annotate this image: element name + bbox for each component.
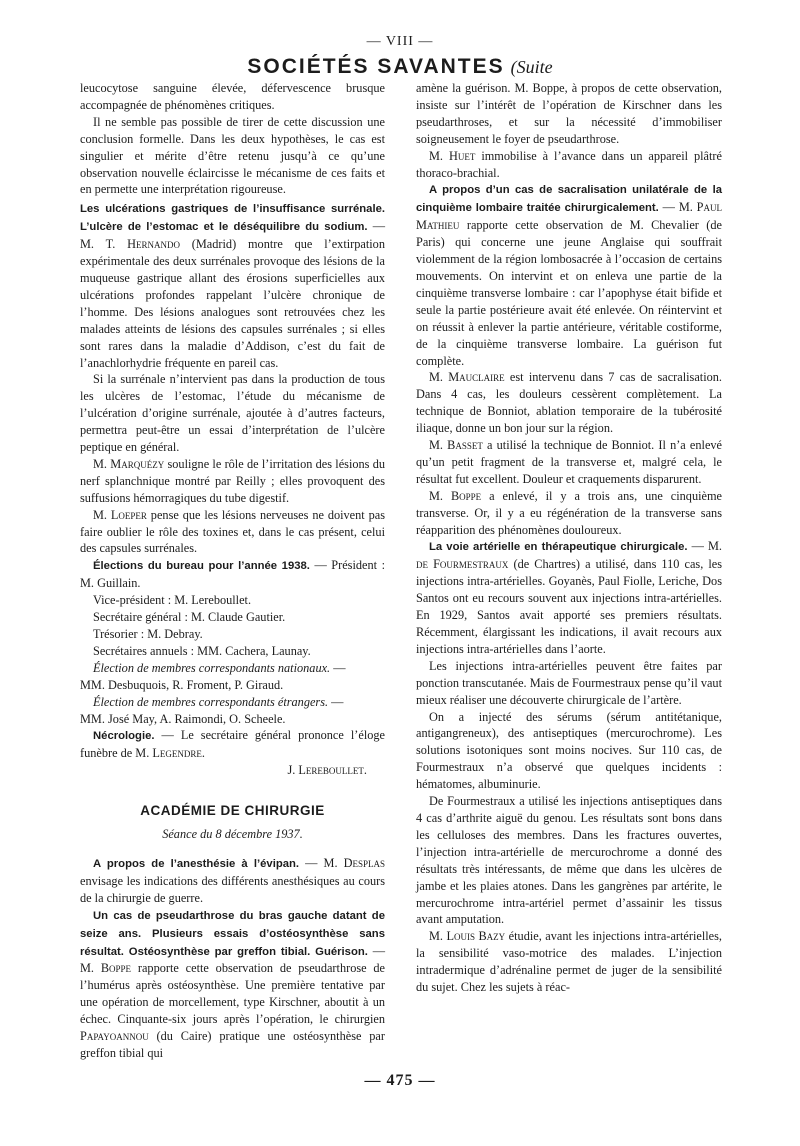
paragraph <box>80 855 385 907</box>
election-heading: Élection de membres correspondants étrangers. <box>93 694 329 709</box>
article-heading: La voie artérielle en thérapeutique chirurgicale. <box>429 541 688 554</box>
paragraph <box>416 928 722 996</box>
section-title: ACADÉMIE DE CHIRURGIE <box>140 803 325 819</box>
article-heading: A propos de l’anesthésie à l’évipan. <box>93 857 300 870</box>
dash: — <box>328 694 344 709</box>
paragraph-text: est intervenu dans 7 cas de sacralisation. Dans 4 cas, les douleurs cessèrent complètement. La technique de Bonniot, ablation temporaire de la tubérosité iliaque, donne un bon jour sur la région. <box>416 370 722 436</box>
paragraph-text: pense que les lésions nerveuses ne doivent pas faire oublier le rôle des toxines et, dans le cas présent, celui des capsules surrénales. <box>80 507 385 556</box>
author-name: M. Marquézy <box>93 456 165 471</box>
paragraph <box>80 727 385 762</box>
article-heading: Un cas de pseudarthrose du bras gauche datant de seize ans. Plusieurs essais d’ostéosynthèse sans résultat. Ostéosynthèse par greffon tibial. Guérison. <box>80 909 385 958</box>
paragraph-text: envisage les indications des différents anesthésiques au cours de la chirurgie de guerre. <box>80 873 385 905</box>
bureau-line: Secrétaires annuels : MM. Cachera, Launay. <box>93 643 311 658</box>
author-name: M. Louis Bazy <box>429 929 506 944</box>
paragraph <box>80 507 385 558</box>
author-name: M. Loeper <box>93 507 147 522</box>
paragraph-text: immobilise à l’avance dans un appareil plâtré thoraco-brachial. <box>416 148 722 180</box>
right-column <box>416 80 722 996</box>
top-page-marker: — VIII — <box>366 34 434 49</box>
dash: — <box>658 200 679 215</box>
election-heading: Élection de membres correspondants nationaux. <box>93 660 331 675</box>
page-title: SOCIÉTÉS SAVANTES <box>247 55 505 78</box>
author-name: Legendre <box>152 746 202 761</box>
paragraph-text: (de Chartres) a utilisé, dans 110 cas, les injections intra-artérielles. Goyanès, Paul Fiolle, Leriche, Dos Santos ont eu recours souvent aux injections intra-artérielles. En 1929, Santos avait apporté ses premiers résultats. Récemment, élargissant les indications, il avait recours aux injections intra-artérielles dans l’aorte. <box>416 557 722 656</box>
paragraph: On a injecté des sérums (sérum antitétanique, antigangreneux), des antiseptiques (mercurochrome). Les solutions isotoniques sont moins nocives. Sur 110 cas, de Fourmestraux n’a observé que quelques incidents : hématomes, albuminurie. <box>416 709 722 792</box>
paragraph-text: — Président : M. Guillain. <box>80 558 385 591</box>
author-name: M. Desplas <box>323 855 385 870</box>
paragraph: Il ne semble pas possible de tirer de cette discussion une conclusion formelle. Dans les deux hypothèses, le cas est singulier et mérite d’être retenu jusqu’à ce qu’une observation nouvelle éclaircisse le mécanisme de ces faits et en permette une interprétation rigoureuse. <box>80 114 385 197</box>
election-names: MM. José May, A. Raimondi, O. Scheele. <box>80 711 286 726</box>
paragraph-text: a enlevé, il y a trois ans, une cinquième transverse. Or, il y a eu régénération de la transverse sans réapparition des phénomènes douloureux. <box>416 488 723 537</box>
author-name: M. Huet <box>429 148 476 163</box>
paragraph-text: — Le secrétaire général prononce l’éloge funèbre de M. <box>80 728 385 761</box>
signature: J. Lereboullet. <box>287 763 367 778</box>
paragraph <box>80 200 385 371</box>
paragraph-text: rapporte cette observation de pseudarthrose de l’humérus après ostéosynthèse. Une première tentative par une opération de morcellement, type Kirschner, aboutit à un échec. Cinquante-six jours après l’opération, le chirurgien <box>80 961 386 1027</box>
paragraph <box>80 907 385 1062</box>
dash: — <box>299 855 324 870</box>
author-name: M. de Fourmestraux <box>416 539 722 572</box>
election-line <box>80 660 385 677</box>
paragraph <box>416 538 722 657</box>
author-name: M. Paul Mathieu <box>416 200 723 233</box>
paragraph <box>416 369 722 437</box>
paragraph <box>416 181 722 369</box>
page-header <box>0 55 800 79</box>
bureau-line: Secrétaire général : M. Claude Gautier. <box>93 610 286 625</box>
election-names: MM. Desbuquois, R. Froment, P. Giraud. <box>80 677 284 692</box>
paragraph: De Fourmestraux a utilisé les injections antiseptiques dans 4 cas d’arthrite aiguë du genou. Les résultats sont bons dans les celluloses des membres. Dans les fractures ouvertes, l’injection intra-artérielle de mercurochrome a donné des résultats très intéressants, de même que dans les ulcères de jambe et les plaies atones. Dans les gangrènes par artérite, le mercurochrome intra-artériel permet d’assainir les tissus avant amputation. <box>416 794 722 927</box>
dash: — <box>687 539 708 554</box>
page-title-suite: (Suite <box>510 57 553 77</box>
paragraph: amène la guérison. M. Boppe, à propos de cette observation, insiste sur l’intérêt de l’opération de Kirschner dans les pseudarthroses, et sur la nécessité d’immobiliser soigneusement le foyer de pseudarthrose. <box>416 81 722 146</box>
paragraph-text: (du Caire) pratique une ostéosynthèse par greffon tibial qui <box>80 1029 385 1060</box>
election-line <box>80 694 385 711</box>
paragraph-text: (Madrid) montre que l’extirpation expérimentale des deux surrénales provoque des lésions de la muqueuse gastrique allant des érosions superficielles aux ulcérations profondes rappelant l’ulcère chronique de l’homme. Des lésions analogues sont retrouvées chez les malades atteints de lésions des capsules surrénales ; si elles sont rares dans la maladie d’Addison, c’est du fait de l’anachlorhydrie fréquente en pareil cas. <box>80 237 385 370</box>
article-heading: A propos d’un cas de sacralisation unilatérale de la cinquième lombaire traitée chirurgicalement. <box>416 184 722 215</box>
paragraph-text: souligne le rôle de l’irritation des lésions du nerf splanchnique montré par Reilly ; elles provoquent des suffusions hémorragiques du tube digestif. <box>80 456 386 505</box>
author-name: Papayoannou <box>80 1029 149 1044</box>
author-name: M. Boppe <box>80 961 132 976</box>
page-number: — 475 — <box>364 1072 436 1089</box>
left-column <box>80 80 385 1062</box>
article-heading: Les ulcérations gastriques de l’insuffisance surrénale. L’ulcère de l’estomac et le déséquilibre du sodium. <box>80 203 385 234</box>
author-name: M. T. Hernando <box>80 237 180 252</box>
dash: — <box>330 660 346 675</box>
author-name: M. Boppe <box>429 488 482 503</box>
paragraph <box>80 456 385 507</box>
dash: — <box>367 219 385 234</box>
bureau-line: Vice-président : M. Lereboullet. <box>93 593 252 608</box>
author-name: M. Mauclaire <box>429 370 505 385</box>
paragraph <box>416 148 722 182</box>
author-name: M. Basset <box>429 438 483 453</box>
article-heading: Nécrologie. <box>93 730 155 743</box>
dash: — <box>367 943 385 958</box>
bureau-line: Trésorier : M. Debray. <box>93 627 203 641</box>
session-date: Séance du 8 décembre 1937. <box>162 827 303 842</box>
article-heading: Élections du bureau pour l’année 1938. <box>93 560 310 573</box>
paragraph-text: étudie, avant les injections intra-artérielles, la sensibilité vaso-motrice des malades. L’injection intradermique d’adrénaline permet de juger de la sensibilité du sujet. Chez les sujets à réac- <box>416 929 722 995</box>
paragraph <box>80 557 385 592</box>
paragraph <box>416 488 722 539</box>
paragraph <box>416 437 722 488</box>
paragraph: leucocytose sanguine élevée, défervescence brusque accompagnée de phénomènes critiques. <box>80 81 385 112</box>
paragraph: Si la surrénale n’intervient pas dans la production de tous les ulcères de l’estomac, l’étude du mécanisme de l’ulcération d’origine surrénale, ajoutée à d’autres facteurs, permettra peut-être un essai d’interprétation de l’ulcère peptique en général. <box>80 372 385 455</box>
paragraph-text: a utilisé la technique de Bonniot. Il n’a enlevé qu’un petit fragment de la transverse et, malgré cela, le résultat fut excellent. Douleur et craquements disparurent. <box>416 438 723 486</box>
paragraph-text: rapporte cette observation de M. Chevalier (de Paris) qui concerne une jeune Anglaise qui souffrait violemment de la région lombosacrée à l’occasion de certains mouvements. On intervint et on enleva une partie de la cinquième transverse lombaire : car l’apophyse était bifide et seule la partie postérieure avait été enlevée. On réintervint et on réussit à enlever la partie antérieure, véritable costiforme, de la cinquième transverse lombaire. La guérison fut complète. <box>416 218 722 368</box>
paragraph-text: . <box>201 746 205 761</box>
paragraph: Les injections intra-artérielles peuvent être faites par ponction transcutanée. Mais de Fourmestraux pense qu’il vaut mieux réaliser une découverte chirurgicale de l’artère. <box>416 658 722 707</box>
